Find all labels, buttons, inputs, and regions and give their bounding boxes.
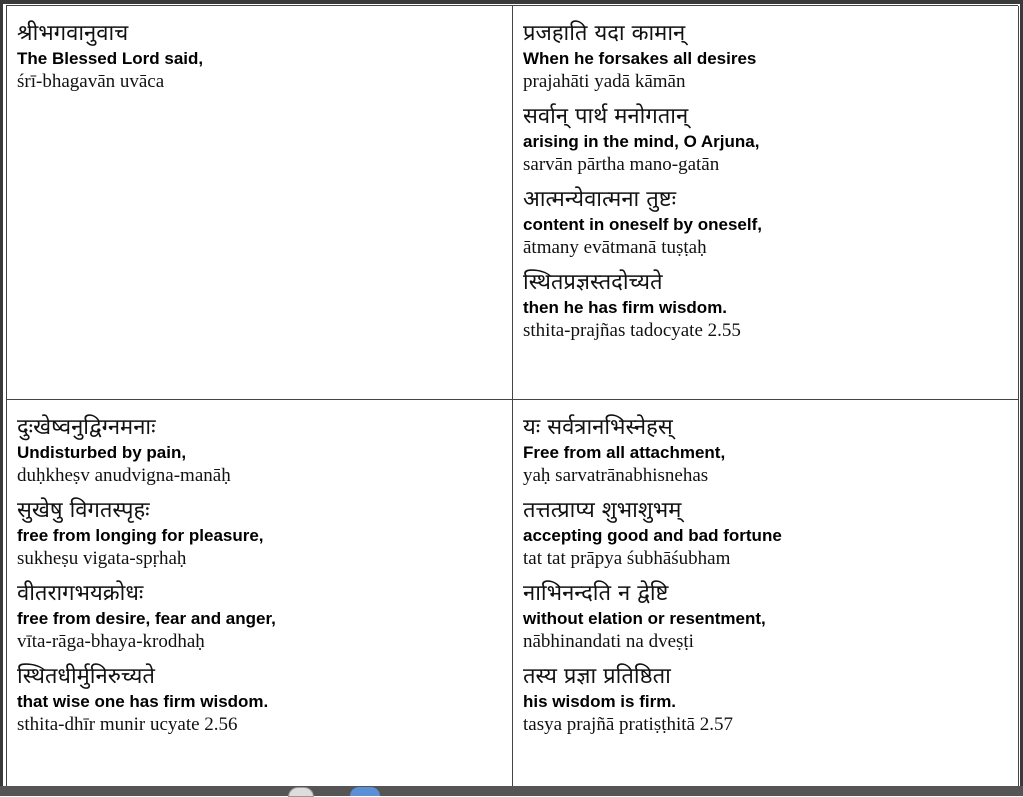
devanagari-line: स्थितधीर्मुनिरुच्यते — [17, 664, 155, 689]
english-line: content in oneself by oneself, — [523, 215, 762, 234]
transliteration-line: nābhinandati na dveṣṭi — [523, 631, 694, 652]
devanagari-line: स्थितप्रज्ञस्तदोच्यते — [523, 270, 663, 295]
english-line: Undisturbed by pain, — [17, 443, 187, 462]
verse-block — [523, 103, 1008, 177]
english-line: arising in the mind, O Arjuna, — [523, 132, 760, 151]
verse-block — [523, 20, 1008, 94]
transliteration-line: prajahāti yadā kāmān — [523, 71, 686, 92]
transliteration-line: duḥkheṣv anudvigna-manāḥ — [17, 465, 231, 486]
verse-cell-bottom-left — [7, 400, 513, 791]
transliteration-line: sarvān pārtha mano-gatān — [523, 154, 720, 175]
partial-icon — [350, 787, 380, 796]
devanagari-line: आत्मन्येवात्मना तुष्टः — [523, 187, 677, 212]
taskbar-strip — [0, 786, 1023, 796]
devanagari-line: यः सर्वत्रानभिस्नेहस् — [523, 415, 673, 440]
transliteration-line: śrī-bhagavān uvāca — [17, 71, 165, 92]
verse-block — [17, 663, 502, 737]
verse-block — [17, 580, 502, 654]
page-top-border — [0, 0, 1023, 4]
verse-block — [17, 414, 502, 488]
verse-block — [523, 497, 1008, 571]
verse-block — [523, 186, 1008, 260]
devanagari-line: सुखेषु विगतस्पृहः — [17, 498, 150, 523]
verse-block — [17, 20, 502, 94]
transliteration-line: sthita-dhīr munir ucyate 2.56 — [17, 714, 238, 735]
verse-table — [6, 5, 1018, 790]
english-line: accepting good and bad fortune — [523, 526, 782, 545]
english-line: that wise one has firm wisdom. — [17, 692, 269, 711]
devanagari-line: तस्य प्रज्ञा प्रतिष्ठिता — [523, 664, 671, 689]
english-line: Free from all attachment, — [523, 443, 726, 462]
transliteration-line: tasya prajñā pratiṣṭhitā 2.57 — [523, 714, 733, 735]
verse-block — [523, 663, 1008, 737]
devanagari-line: तत्तत्प्राप्य शुभाशुभम् — [523, 498, 682, 523]
english-line: When he forsakes all desires — [523, 49, 757, 68]
english-line: free from desire, fear and anger, — [17, 609, 276, 628]
english-line: free from longing for pleasure, — [17, 526, 264, 545]
verse-block — [523, 269, 1008, 343]
transliteration-line: sukheṣu vigata-spṛhaḥ — [17, 548, 187, 569]
devanagari-line: श्रीभगवानुवाच — [17, 21, 129, 46]
devanagari-line: प्रजहाति यदा कामान् — [523, 21, 686, 46]
english-line: his wisdom is firm. — [523, 692, 677, 711]
transliteration-line: ātmany evātmanā tuṣṭaḥ — [523, 237, 707, 258]
verse-cell-bottom-right — [513, 400, 1019, 791]
verse-cell-top-left — [7, 6, 513, 400]
devanagari-line: दुःखेष्वनुद्विग्नमनाः — [17, 415, 156, 440]
english-line: without elation or resentment, — [523, 609, 766, 628]
page-left-border — [0, 0, 3, 796]
verse-cell-top-right — [513, 6, 1019, 400]
transliteration-line: yaḥ sarvatrānabhisnehas — [523, 465, 709, 486]
english-line: then he has firm wisdom. — [523, 298, 728, 317]
devanagari-line: सर्वान् पार्थ मनोगतान् — [523, 104, 689, 129]
transliteration-line: vīta-rāga-bhaya-krodhaḥ — [17, 631, 205, 652]
transliteration-line: tat tat prāpya śubhāśubham — [523, 548, 731, 569]
verse-block — [523, 580, 1008, 654]
transliteration-line: sthita-prajñas tadocyate 2.55 — [523, 320, 741, 341]
english-line: The Blessed Lord said, — [17, 49, 204, 68]
verse-block — [17, 497, 502, 571]
verse-block — [523, 414, 1008, 488]
devanagari-line: नाभिनन्दति न द्वेष्टि — [523, 581, 669, 606]
devanagari-line: वीतरागभयक्रोधः — [17, 581, 144, 606]
